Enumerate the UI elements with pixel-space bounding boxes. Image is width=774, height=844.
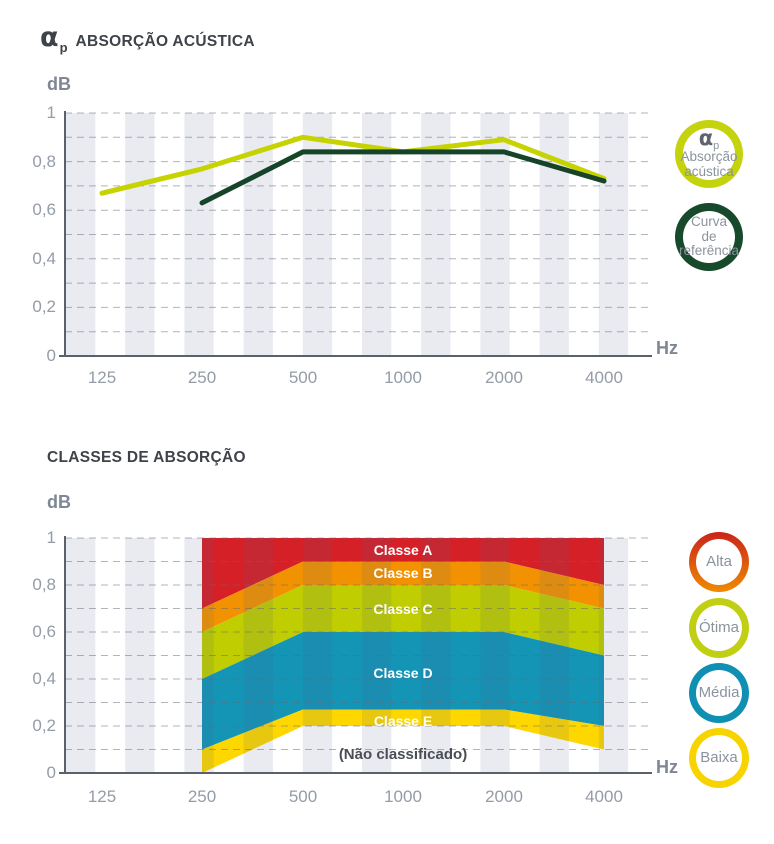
y-tick-label: 1 <box>46 103 56 122</box>
classe-b-label: Classe B <box>373 565 433 581</box>
legend-media-label: Média <box>698 683 740 701</box>
chart2-xlabel: Hz <box>656 757 678 777</box>
y-tick-label: 0,6 <box>32 622 56 641</box>
chart1-ylabel: dB <box>47 74 71 94</box>
legend-media-content <box>696 670 742 716</box>
legend-referencia-line2: de <box>701 228 717 244</box>
y-tick-label: 0,4 <box>32 248 56 268</box>
y-tick-label: 0 <box>46 763 56 782</box>
alpha-subscript: p <box>713 140 720 153</box>
y-tick-label: 0,8 <box>32 575 56 594</box>
y-tick-label: 0,4 <box>32 669 56 688</box>
x-tick-label: 250 <box>187 368 217 387</box>
y-tick-label: 1 <box>46 528 56 547</box>
legend-referencia-content <box>678 211 740 263</box>
background-stripe <box>540 113 569 356</box>
chart1-title <box>40 22 255 55</box>
alpha-icon: α <box>698 126 714 151</box>
x-tick-label: 250 <box>187 787 217 806</box>
legend-absorcao-content <box>680 126 738 180</box>
legend-otima-content <box>696 605 742 651</box>
alpha-subscript: p <box>59 40 68 55</box>
y-tick-label: 0,2 <box>32 716 56 735</box>
legend-alpha-symbol <box>698 126 720 153</box>
legend-absorcao-line1: Absorção <box>680 149 738 165</box>
chart1-title-text: ABSORÇÃO ACÚSTICA <box>75 33 255 50</box>
background-stripe <box>480 538 509 773</box>
classe-c-label: Classe C <box>373 601 433 617</box>
x-tick-label: 500 <box>288 787 318 806</box>
classe-e-label: Classe E <box>373 713 433 729</box>
x-tick-label: 2000 <box>485 787 523 806</box>
absorcao-acustica-line <box>102 137 604 193</box>
legend-referencia-line3: referência <box>678 243 740 259</box>
legend-baixa-label: Baixa <box>700 748 738 766</box>
chart2-ylabel: dB <box>47 492 71 512</box>
x-tick-label: 1000 <box>384 787 422 806</box>
legend-absorcao-ring <box>675 120 743 188</box>
x-tick-label: 1000 <box>384 368 422 387</box>
nao-classificado-label: (Não classificado) <box>338 746 468 763</box>
legend-baixa-content <box>696 735 742 781</box>
legend-absorcao-line2: acústica <box>684 164 734 179</box>
classe-a-label: Classe A <box>373 542 433 558</box>
chart2-title-text: CLASSES DE ABSORÇÃO <box>47 449 246 466</box>
legend-otima-label: Ótima <box>698 618 739 636</box>
alpha-symbol: α <box>40 22 59 53</box>
x-tick-label: 500 <box>288 368 318 387</box>
legend-alta-ring <box>689 532 749 592</box>
background-stripe <box>540 538 569 773</box>
legend-otima-ring <box>689 598 749 658</box>
y-tick-label: 0 <box>46 346 56 365</box>
chart1-xlabel: Hz <box>656 338 678 358</box>
legend-alta-content <box>696 539 742 585</box>
legend-alta-label: Alta <box>706 552 732 570</box>
y-tick-label: 0,8 <box>32 151 56 171</box>
y-tick-label: 0,2 <box>32 297 56 317</box>
x-tick-label: 125 <box>87 787 117 806</box>
x-tick-label: 2000 <box>485 368 523 387</box>
legend-media-ring <box>689 663 749 723</box>
x-tick-label: 4000 <box>585 368 623 387</box>
chart2-title <box>47 449 246 467</box>
legend-referencia-line1: Curva <box>690 213 727 229</box>
x-tick-label: 4000 <box>585 787 623 806</box>
y-tick-label: 0,6 <box>32 200 56 220</box>
legend-referencia-ring <box>675 203 743 271</box>
x-tick-label: 125 <box>87 368 117 387</box>
classe-d-label: Classe D <box>373 665 433 681</box>
legend-baixa-ring <box>689 728 749 788</box>
